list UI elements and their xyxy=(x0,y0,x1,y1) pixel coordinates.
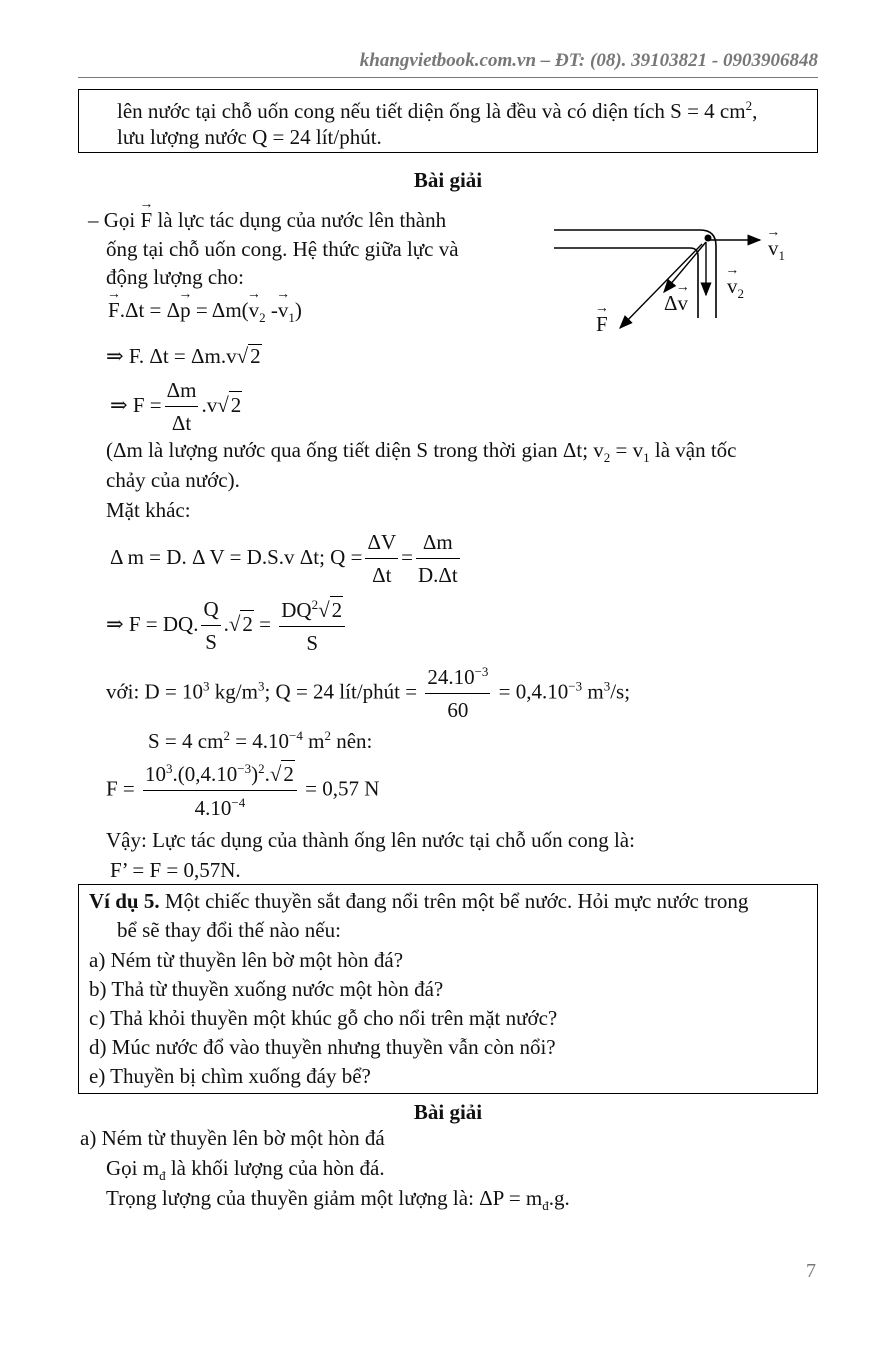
example-5-item-a: a) Ném từ thuyền lên bờ một hòn đá? xyxy=(89,948,404,972)
label-v1 xyxy=(768,238,785,262)
eq-text: /s; xyxy=(610,679,631,704)
eq-text: = Δm( xyxy=(190,298,249,322)
eq-text: F = xyxy=(106,776,135,801)
note-line-1 xyxy=(106,440,818,464)
denominator: 60 xyxy=(425,693,490,723)
numerator: ΔV xyxy=(367,530,397,554)
sup: 3 xyxy=(203,678,210,694)
fraction xyxy=(201,597,220,655)
sup: 3 xyxy=(166,761,173,776)
equation-3 xyxy=(110,378,242,436)
intro-text: là lực tác dụng của nước lên thành xyxy=(157,208,447,232)
p-vec: → p xyxy=(180,300,191,321)
radicand: 2 xyxy=(230,392,242,417)
eq-text: Δ m = D. Δ V = D.S.v Δt; Q = xyxy=(110,544,363,569)
page-header: khangvietbook.com.vn – ĐT: (08). 39103821 - 0903906848 xyxy=(78,50,818,78)
example-5-item-b: b) Thả từ thuyền xuống nước một hòn đá? xyxy=(89,977,444,1001)
sub: 2 xyxy=(603,450,611,466)
eq-text: m xyxy=(582,679,604,704)
sup: −3 xyxy=(237,761,252,776)
eq-text: = xyxy=(401,544,413,569)
v2-symbol: → v xyxy=(727,276,738,297)
sup: 2 xyxy=(324,728,331,743)
intro-line-2: ống tại chỗ uốn cong. Hệ thức giữa lực và xyxy=(106,237,459,261)
fraction xyxy=(165,378,199,436)
problem-box-continued xyxy=(78,89,818,153)
solution-title: Bài giải xyxy=(413,168,483,192)
sub: 2 xyxy=(259,310,266,326)
example-5-item-c: c) Thả khỏi thuyền một khúc gỗ cho nổi trên mặt nước? xyxy=(89,1006,558,1030)
note-part: = v xyxy=(610,438,644,462)
denominator: S xyxy=(279,626,345,656)
example-5-item-e: e) Thuyền bị chìm xuống đáy bể? xyxy=(89,1064,371,1088)
bent-pipe-diagram xyxy=(540,200,820,340)
radicand: 2 xyxy=(331,598,343,622)
sup: 3 xyxy=(603,678,611,694)
numerator: Δm xyxy=(166,378,197,402)
fraction xyxy=(416,530,460,588)
sqrt: √2 xyxy=(228,611,253,636)
delta-symbol: Δ xyxy=(664,291,678,315)
eq-text: .Δt = Δ xyxy=(119,298,181,322)
example-5-item-d: d) Múc nước đổ vào thuyền nhưng thuyền vẫn còn nổi? xyxy=(89,1035,556,1059)
eq-text: ⇒ F = DQ. xyxy=(106,611,199,636)
numerator xyxy=(279,596,345,626)
numerator xyxy=(143,760,297,790)
fraction xyxy=(279,596,345,656)
den-text: 4.10 xyxy=(194,796,232,820)
equation-7 xyxy=(148,729,372,752)
sup: −4 xyxy=(231,795,246,810)
problem-text: , xyxy=(752,99,758,123)
solution-2-title: Bài giải xyxy=(413,1100,483,1124)
sub: 2 xyxy=(737,286,744,302)
sup: 2 xyxy=(258,761,265,776)
radicand: 2 xyxy=(283,762,294,786)
intro-line-1 xyxy=(88,210,446,231)
sup: −3 xyxy=(474,664,489,679)
fraction xyxy=(365,530,398,588)
equation-1 xyxy=(108,300,302,324)
problem-line-1 xyxy=(117,99,757,122)
v2-vec: → v xyxy=(249,300,260,321)
label-v2 xyxy=(727,276,744,300)
eq-text: ⇒ F = xyxy=(110,392,162,417)
example-5-line-2: bể sẽ thay đổi thế nào nếu: xyxy=(117,918,341,942)
eq-text: = 0,4.10 xyxy=(498,679,569,704)
equation-2 xyxy=(106,344,262,367)
v-symbol: → v xyxy=(678,293,689,314)
eq-text: với: D = 10 xyxy=(106,679,204,704)
eq-text: - xyxy=(265,298,278,322)
note-part: (Δm là lượng nước qua ống tiết diện S trong thời gian Δt; v xyxy=(106,438,604,462)
sup: 2 xyxy=(745,98,753,113)
sol-text: Trọng lượng của thuyền giảm một lượng là: ΔP = m xyxy=(106,1186,543,1210)
sup: −3 xyxy=(568,678,583,694)
eq-text: = 0,57 N xyxy=(305,776,380,801)
num-text: ) xyxy=(251,762,259,786)
note-line-2: chảy của nước). xyxy=(106,468,240,492)
num-text: DQ xyxy=(281,598,312,622)
sub: đ xyxy=(542,1198,549,1214)
sol-text: .g. xyxy=(548,1186,570,1210)
numerator: Δm xyxy=(422,530,453,554)
eq-text: .v xyxy=(201,392,218,417)
example-5-box xyxy=(78,884,818,1094)
eq-text: nên: xyxy=(330,729,373,753)
v1-vec: → v xyxy=(278,300,289,321)
solution-2-line-2 xyxy=(106,1158,385,1182)
sqrt: √2 xyxy=(236,344,261,368)
eq-text: . xyxy=(223,611,229,636)
sub: đ xyxy=(159,1168,166,1184)
radicand: 2 xyxy=(242,611,253,636)
intro-text: – Gọi xyxy=(88,208,136,232)
eq-text: ; Q = 24 lít/phút = xyxy=(264,679,418,704)
equation-8 xyxy=(106,760,379,821)
example-5-line-1 xyxy=(89,891,748,912)
sqrt: √2 xyxy=(217,392,242,417)
radicand: 2 xyxy=(250,344,261,368)
equation-4 xyxy=(110,530,463,588)
eq-text: m xyxy=(302,729,325,753)
problem-line-2: lưu lượng nước Q = 24 lít/phút. xyxy=(117,125,382,149)
sup: −4 xyxy=(289,728,303,743)
sub: 1 xyxy=(288,310,295,326)
sol-text: là khối lượng của hòn đá. xyxy=(165,1156,385,1180)
problem-text: lên nước tại chỗ uốn cong nếu tiết diện ống là đều và có diện tích S = 4 cm xyxy=(117,99,746,123)
eq-text: ) xyxy=(294,298,302,322)
pipe-walls xyxy=(554,230,716,318)
equation-5 xyxy=(106,596,348,656)
conclusion-line-1: Vậy: Lực tác dụng của thành ống lên nước tại chỗ uốn cong là: xyxy=(106,828,635,852)
num-text: 10 xyxy=(145,762,167,786)
example-text: Một chiếc thuyền sắt đang nổi trên một bể nước. Hỏi mực nước trong xyxy=(159,889,749,913)
v1-symbol: → v xyxy=(768,238,779,259)
label-delta-v xyxy=(664,293,688,314)
sup: 3 xyxy=(257,678,265,694)
denominator xyxy=(143,790,297,821)
example-label: Ví dụ 5. xyxy=(89,889,160,913)
note-part: là vận tốc xyxy=(649,438,737,462)
numerator: Q xyxy=(203,597,219,621)
eq-text: = xyxy=(259,611,271,636)
F-symbol: → F xyxy=(596,314,608,335)
F-vec: → F xyxy=(108,300,120,321)
eq-text: = 4.10 xyxy=(229,729,290,753)
solution-2-line-3 xyxy=(106,1188,570,1212)
sqrt: √2 xyxy=(269,762,294,786)
mat-khac: Mặt khác: xyxy=(106,498,191,522)
sub: 1 xyxy=(643,450,650,466)
page-number: 7 xyxy=(806,1260,816,1282)
solution-2-line-1: a) Ném từ thuyền lên bờ một hòn đá xyxy=(80,1126,385,1150)
fraction xyxy=(425,664,490,723)
num-text: 24.10 xyxy=(427,665,475,689)
denominator: D.Δt xyxy=(416,558,460,588)
label-F xyxy=(596,314,608,335)
force-vector: → F xyxy=(141,210,153,231)
numerator xyxy=(425,664,490,693)
eq-text: ⇒ F. Δt = Δm.v xyxy=(106,344,237,368)
denominator: S xyxy=(201,625,220,655)
eq-text: S = 4 cm xyxy=(148,729,224,753)
sup: 2 xyxy=(311,597,319,612)
num-text: . xyxy=(264,762,270,786)
eq-text: kg/m xyxy=(209,679,258,704)
intro-line-3: động lượng cho: xyxy=(106,265,244,289)
denominator: Δt xyxy=(365,558,398,588)
sol-text: Gọi m xyxy=(106,1156,160,1180)
sqrt: √2 xyxy=(318,598,343,622)
sup: 2 xyxy=(223,728,230,743)
fraction xyxy=(143,760,297,821)
denominator: Δt xyxy=(165,406,199,436)
equation-6 xyxy=(106,664,630,723)
conclusion-line-2: F’ = F = 0,57N. xyxy=(110,858,241,882)
note-text xyxy=(106,440,737,464)
sub: 1 xyxy=(778,248,785,264)
num-text: .(0,4.10 xyxy=(172,762,238,786)
